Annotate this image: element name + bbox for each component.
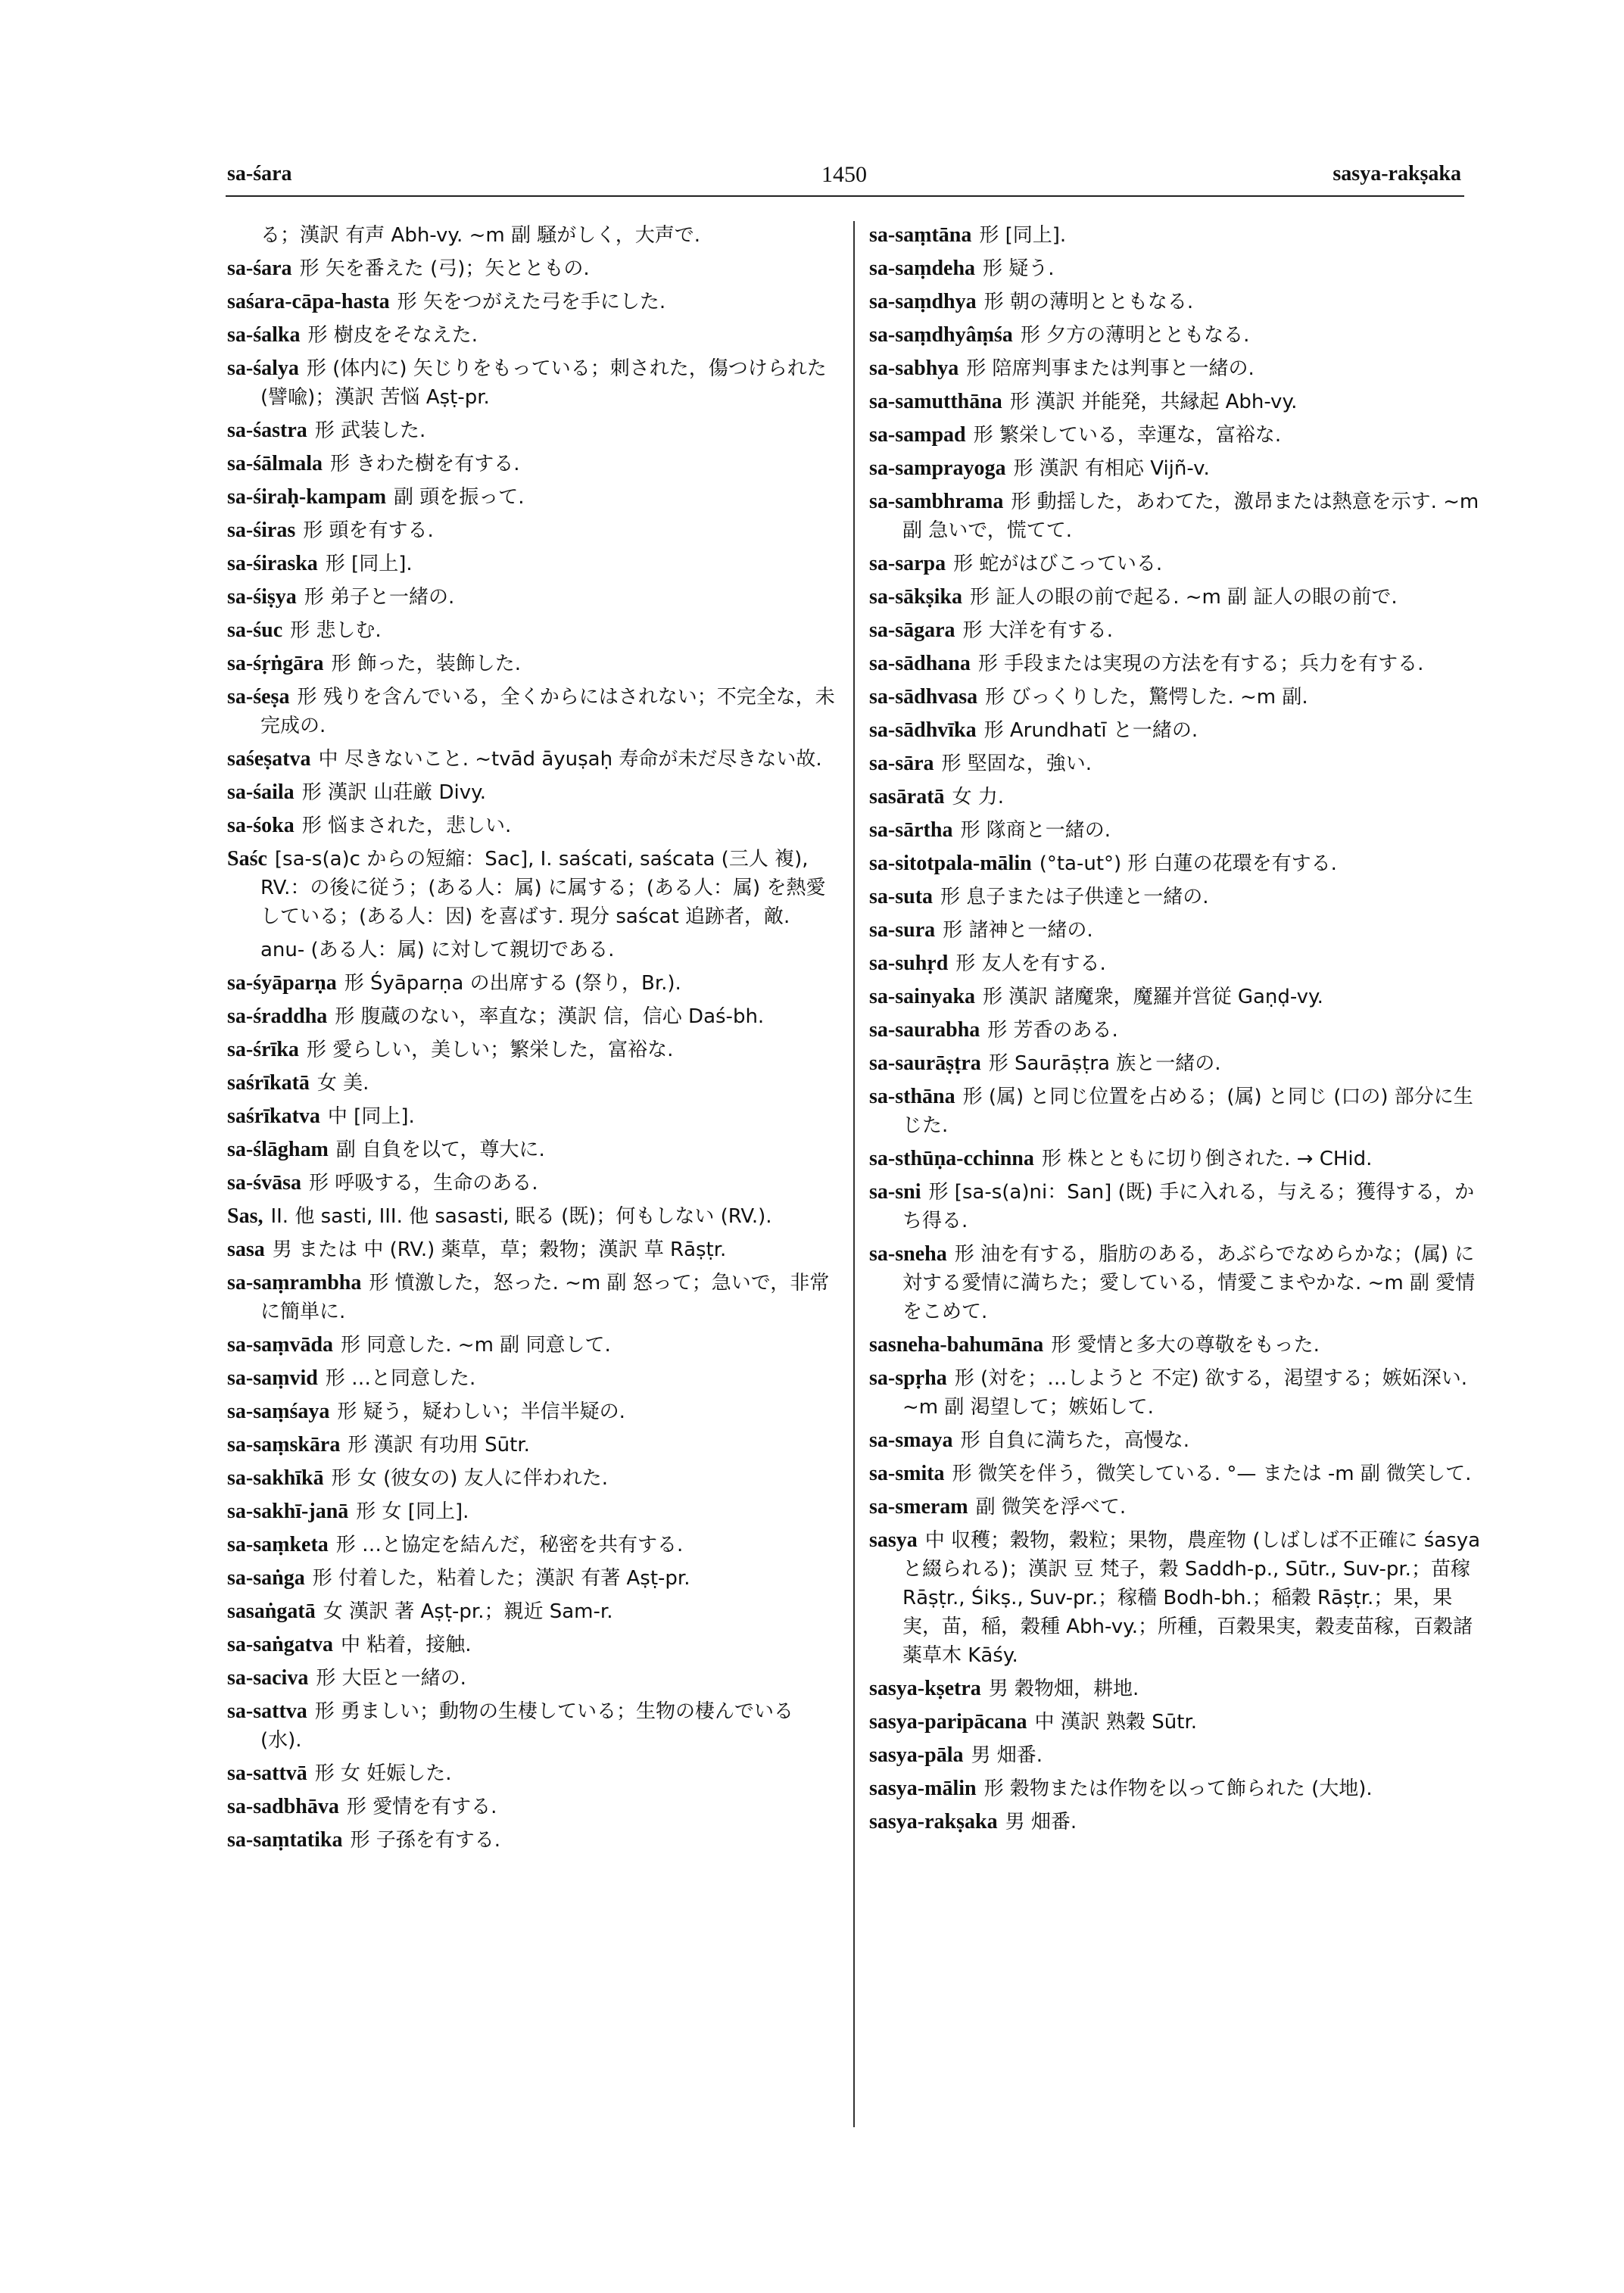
running-head-right: sasya-rakṣaka: [1333, 162, 1461, 185]
entry-definition: 形 女 [同上].: [356, 1500, 469, 1523]
entry-headword: sa-śiraḥ-kampam: [227, 485, 387, 509]
entry-definition: 形 矢をつがえた弓を手にした.: [397, 291, 666, 313]
entry-definition: る；漢訳 有声 Abh-vy. ~m 副 騒がしく，大声で.: [260, 224, 700, 247]
entry-definition: 形 蛇がはびこっている.: [953, 553, 1163, 575]
dictionary-entry: [227, 416, 840, 445]
entry-definition: 形 証人の眼の前で起る. ~m 副 証人の眼の前で.: [969, 586, 1398, 609]
entry-definition: anu- (ある人：属) に対して親切である.: [260, 939, 615, 961]
entry-definition: 中 粘着，接触.: [341, 1634, 472, 1656]
entry-definition: 形 Saurāṣṭra 族と一緒の.: [988, 1052, 1221, 1075]
dictionary-entry: [869, 1083, 1482, 1140]
dictionary-entry: [227, 583, 840, 612]
dictionary-entry: [227, 683, 840, 740]
entry-headword: sa-sthūṇa-cchinna: [869, 1147, 1034, 1170]
dictionary-entry: [869, 1526, 1482, 1670]
entry-definition: 形 Śyāparṇa の出席する (祭り，Br.).: [344, 972, 681, 995]
entry-headword: sa-sādhvasa: [869, 685, 978, 709]
entry-headword: sa-saṅgatva: [227, 1633, 334, 1656]
entry-headword: sa-smaya: [869, 1428, 953, 1452]
entry-definition: 形 漢訳 諸魔衆，魔羅并営従 Gaṇḍ-vy.: [983, 986, 1323, 1008]
entry-headword: sa-śastra: [227, 419, 307, 442]
dictionary-entry: [869, 1240, 1482, 1326]
entry-definition: 形 動揺した，あわてた，激昂または熱意を示す. ~m 副 急いで，慌てて.: [902, 491, 1479, 542]
entry-definition: 形 大臣と一緒の.: [316, 1667, 466, 1690]
dictionary-entry: [227, 616, 840, 645]
dictionary-entry: [869, 1741, 1482, 1770]
entry-headword: sa-saṃdeha: [869, 257, 976, 280]
entry-definition: (°ta-ut°) 形 白蓮の花環を有する.: [1039, 852, 1337, 875]
dictionary-entry: [227, 288, 840, 316]
entry-headword: sa-śoka: [227, 814, 295, 837]
entry-headword: sa-sakhī-janā: [227, 1500, 349, 1523]
entry-headword: sa-saṃketa: [227, 1533, 329, 1556]
dictionary-entry: [227, 1531, 840, 1559]
entry-headword: sa-śeṣa: [227, 685, 290, 709]
entry-definition: 形 付着した，粘着した；漢訳 有著 Aṣṭ-pr.: [312, 1567, 690, 1590]
dictionary-entry: [869, 716, 1482, 745]
entry-headword: sa-sneha: [869, 1242, 947, 1266]
dictionary-entry: [869, 616, 1482, 645]
entry-definition: 形 [同上].: [325, 553, 413, 575]
dictionary-entry: [869, 916, 1482, 945]
dictionary-entry: [869, 321, 1482, 350]
entry-definition: 形 樹皮をそなえた.: [307, 324, 478, 347]
entry-headword: sa-śraddha: [227, 1005, 328, 1028]
entry-headword: sa-sakhīkā: [227, 1466, 324, 1490]
entry-headword: sa-śṛṅgāra: [227, 652, 324, 675]
dictionary-entry: [227, 1664, 840, 1693]
entry-definition: 中 [同上].: [327, 1105, 415, 1128]
entry-definition: 形 朝の薄明とともなる.: [983, 291, 1194, 313]
entry-headword: sa-śvāsa: [227, 1171, 302, 1195]
entry-headword: sa-smeram: [869, 1495, 968, 1519]
entry-definition: 形 [同上].: [979, 224, 1067, 247]
dictionary-entry: [869, 1774, 1482, 1803]
entry-headword: sa-sura: [869, 918, 936, 942]
entry-headword: sa-śrīka: [227, 1038, 299, 1061]
entry-headword: sa-śalka: [227, 323, 301, 347]
entry-definition: 形 同意した. ~m 副 同意して.: [341, 1334, 611, 1357]
entry-definition: 副 頭を振って.: [394, 486, 525, 509]
dictionary-entry: [869, 683, 1482, 712]
entry-definition: 形 疑う.: [983, 257, 1055, 280]
dictionary-entry: [227, 254, 840, 283]
entry-definition: 形 愛情と多大の尊敬をもった.: [1051, 1334, 1320, 1357]
dictionary-entry: [227, 1169, 840, 1198]
entry-definition: 男 畑番.: [971, 1744, 1043, 1767]
entry-definition: 男 穀物畑，耕地.: [988, 1678, 1139, 1700]
entry-headword: sasāratā: [869, 785, 945, 808]
dictionary-entry: [227, 450, 840, 478]
entry-headword: sa-śālmala: [227, 452, 323, 475]
dictionary-entry: [227, 1202, 840, 1231]
entry-definition: 形 繁栄している，幸運な，富裕な.: [973, 424, 1282, 447]
entry-headword: sa-samutthāna: [869, 390, 1002, 413]
dictionary-entry: [869, 749, 1482, 778]
dictionary-entry: [227, 1826, 840, 1855]
entry-definition: 形 勇ましい；動物の生棲している；生物の棲んでいる (水).: [260, 1700, 794, 1752]
entry-definition: 女 美.: [316, 1072, 369, 1095]
dictionary-entry: [869, 1145, 1482, 1173]
dictionary-entry: [869, 550, 1482, 578]
entry-headword: sa-saṃvid: [227, 1366, 318, 1390]
entry-headword: sa-sādhana: [869, 652, 971, 675]
entry-definition: 形 息子または子供達と一緒の.: [940, 886, 1209, 908]
entry-headword: sa-śaila: [227, 780, 295, 804]
dictionary-entry: [227, 936, 840, 964]
dictionary-entry: [869, 949, 1482, 978]
entry-headword: sa-sadbhāva: [227, 1795, 339, 1818]
entry-headword: sa-ślāgham: [227, 1138, 329, 1161]
page-header: [227, 162, 1461, 197]
entry-definition: 形 腹蔵のない，率直な；漢訳 信，信心 Daś-bh.: [335, 1005, 765, 1028]
dictionary-entry: [227, 1464, 840, 1493]
entry-headword: sasya-rakṣaka: [869, 1810, 998, 1833]
entry-definition: 中 収穫；穀物，穀粒；果物，農産物 (しばしば不正確に śasya と綴られる)；漢訳 豆 梵子，穀 Saddh-p., Sūtr., Suv-pr.；苗稼 Rāṣṭr., Śikṣ., Suv-pr.；稼穡 Bodh-bh.；稲穀 Rāṣṭr.；果，果実，苗，稲，穀種 Abh-vy.；所種，百穀果実，穀麦苗稼，百穀諸薬草木 Kāśy.: [902, 1529, 1481, 1667]
dictionary-entry: [869, 650, 1482, 678]
entry-definition: 形 …と協定を結んだ，秘密を共有する.: [335, 1534, 684, 1556]
entry-definition: 形 女 (彼女の) 友人に伴われた.: [331, 1467, 608, 1490]
dictionary-entry: [227, 1002, 840, 1031]
dictionary-entry: [227, 1331, 840, 1360]
entry-definition: 形 きわた樹を有する.: [330, 453, 520, 475]
entry-headword: sa-sni: [869, 1180, 921, 1204]
entry-definition: 形 矢を番えた (弓)；矢とともの.: [299, 257, 590, 280]
dictionary-entry: [227, 221, 840, 250]
entry-headword: sa-śyāparṇa: [227, 971, 337, 995]
entry-definition: 形 頭を有する.: [303, 519, 434, 542]
dictionary-entry: [869, 1708, 1482, 1737]
dictionary-entry: [227, 1597, 840, 1626]
dictionary-entry: [869, 1808, 1482, 1837]
dictionary-entry: [227, 812, 840, 840]
entry-headword: sasya-pāla: [869, 1743, 964, 1767]
entry-headword: sa-sāgara: [869, 618, 955, 642]
entry-headword: sa-saciva: [227, 1666, 309, 1690]
entry-headword: sa-sākṣika: [869, 585, 962, 609]
entry-definition: 男 または 中 (RV.) 薬草，草；穀物；漢訳 草 Rāṣṭr.: [272, 1238, 727, 1261]
dictionary-entry: [869, 1331, 1482, 1360]
entry-headword: sasya-kṣetra: [869, 1677, 981, 1700]
entry-definition: 中 漢訳 熟穀 Sūtr.: [1034, 1711, 1198, 1734]
dictionary-entry: [869, 221, 1482, 250]
dictionary-entry: [869, 254, 1482, 283]
dictionary-entry: [227, 969, 840, 998]
dictionary-entry: [869, 1493, 1482, 1522]
dictionary-entry: [227, 845, 840, 931]
entry-definition: 女 力.: [952, 786, 1005, 808]
entry-definition: 形 (対を；…しようと 不定) 欲する，渇望する；嫉妬深い. ~m 副 渇望して；嫉妬して.: [902, 1367, 1468, 1419]
entry-headword: sa-saṃvāda: [227, 1333, 334, 1357]
entry-definition: 形 手段または実現の方法を有する；兵力を有する.: [977, 653, 1424, 675]
dictionary-entry: [227, 1235, 840, 1264]
dictionary-entry: [227, 1793, 840, 1821]
entry-definition: 形 [sa-s(a)ni：San] (既) 手に入れる，与える；獲得する，かち得る.: [902, 1181, 1475, 1232]
entry-definition: 形 隊商と一緒の.: [960, 819, 1111, 842]
entry-headword: saśeṣatva: [227, 747, 311, 771]
entry-definition: 形 弟子と一緒の.: [304, 586, 455, 609]
dictionary-entry: [869, 1426, 1482, 1455]
dictionary-entry: [227, 1564, 840, 1593]
entry-definition: 形 (属) と同じ位置を占める；(属) と同じ (口の) 部分に生じた.: [902, 1086, 1473, 1137]
dictionary-entry: [869, 1016, 1482, 1045]
entry-definition: 形 穀物または作物を以って飾られた (大地).: [983, 1777, 1373, 1800]
entry-definition: 形 陪席判事または判事と一緒の.: [966, 357, 1255, 380]
entry-definition: [sa-s(a)c からの短縮：Sac], I. saścati, saścata (三人 複), RV.：の後に従う；(ある人：属) に属する；(ある人：属) を熱愛している；(ある人：因) を喜ばす. 現分 saścat 追跡者，敵.: [260, 848, 826, 928]
column-divider: [853, 221, 855, 2127]
entry-definition: 形 武装した.: [314, 419, 426, 442]
entry-definition: 形 飾った，装飾した.: [331, 653, 522, 675]
entry-headword: sa-spṛha: [869, 1366, 947, 1390]
entry-definition: 形 憤激した，怒った. ~m 副 怒って；急いで，非常に簡単に.: [260, 1272, 830, 1323]
entry-definition: 形 愛情を有する.: [346, 1796, 497, 1818]
entry-definition: II. 他 sasti, III. 他 sasasti, 眠る (既)；何もしない (RV.).: [270, 1205, 772, 1228]
dictionary-entry: [227, 550, 840, 578]
left-column: [227, 221, 840, 1859]
entry-definition: 形 油を有する，脂肪のある，あぶらでなめらかな；(属) に対する愛情に満ちた；愛している，情愛こまやかな. ~m 副 愛情をこめて.: [902, 1243, 1476, 1323]
entry-headword: sa-saṃrambha: [227, 1271, 362, 1294]
entry-headword: sa-sattvā: [227, 1762, 307, 1785]
dictionary-entry: [227, 1036, 840, 1064]
entry-headword: sa-samprayoga: [869, 456, 1006, 480]
dictionary-entry: [227, 650, 840, 678]
entry-headword: sa-sārtha: [869, 818, 953, 842]
entry-headword: sasya-paripācana: [869, 1710, 1027, 1734]
dictionary-entry: [869, 1460, 1482, 1488]
entry-definition: 形 大洋を有する.: [962, 619, 1114, 642]
entry-headword: sa-sambhrama: [869, 490, 1004, 513]
entry-headword: sa-saṃśaya: [227, 1400, 330, 1423]
entry-definition: 形 愛らしい，美しい；繁栄した，富裕な.: [306, 1039, 674, 1061]
dictionary-entry: [227, 1364, 840, 1393]
entry-definition: 中 尽きないこと. ~tvād āyuṣaḥ 寿命が未だ尽きない故.: [318, 748, 822, 771]
dictionary-entry: [227, 1631, 840, 1659]
dictionary-entry: [869, 1364, 1482, 1422]
entry-definition: 形 Arundhatī と一緒の.: [983, 719, 1199, 742]
entry-headword: sa-sādhvīka: [869, 718, 977, 742]
dictionary-entry: [869, 783, 1482, 812]
dictionary-entry: [227, 1497, 840, 1526]
entry-definition: 形 微笑を伴う，微笑している. °— または -m 副 微笑して.: [952, 1463, 1472, 1485]
dictionary-entry: [227, 483, 840, 512]
page-number: 1450: [821, 162, 867, 187]
dictionary-entry: [227, 321, 840, 350]
entry-definition: 形 堅固な，強い.: [941, 752, 1093, 775]
dictionary-entry: [869, 354, 1482, 383]
dictionary-entry: [227, 778, 840, 807]
entry-definition: 形 友人を有する.: [955, 952, 1106, 975]
entry-headword: sa-sāra: [869, 752, 934, 775]
entry-headword: sa-sampad: [869, 423, 966, 447]
dictionary-entry: [869, 454, 1482, 483]
dictionary-entry: [869, 883, 1482, 911]
entry-definition: 形 芳香のある.: [987, 1019, 1118, 1042]
entry-headword: sa-śalya: [227, 357, 299, 380]
running-head-left: sa-śara: [227, 162, 292, 185]
entry-headword: sa-saṃskāra: [227, 1433, 341, 1456]
dictionary-entry: [227, 1431, 840, 1460]
dictionary-entry: [869, 288, 1482, 316]
dictionary-entry: [227, 1697, 840, 1755]
entry-headword: sa-sabhya: [869, 357, 959, 380]
dictionary-entry: [869, 1675, 1482, 1703]
entry-definition: 副 微笑を浮べて.: [975, 1496, 1127, 1519]
entry-headword: sa-saṃdhya: [869, 290, 977, 313]
dictionary-entry: [869, 421, 1482, 450]
entry-headword: sasneha-bahumāna: [869, 1333, 1044, 1357]
dictionary-entry: [227, 1759, 840, 1788]
dictionary-entry: [227, 1397, 840, 1426]
entry-headword: sasya: [869, 1528, 918, 1552]
entry-headword: sa-saurāṣṭra: [869, 1051, 981, 1075]
entry-headword: sa-sainyaka: [869, 985, 976, 1008]
entry-definition: 形 自負に満ちた，高慢な.: [960, 1429, 1189, 1452]
dictionary-entry: [869, 983, 1482, 1011]
dictionary-entry: [227, 354, 840, 412]
entry-definition: 形 諸神と一緒の.: [943, 919, 1093, 942]
dictionary-entry: [227, 516, 840, 545]
entry-headword: sa-saṃdhyâṃśa: [869, 323, 1013, 347]
entry-headword: sa-suhṛd: [869, 952, 949, 975]
dictionary-entry: [227, 745, 840, 774]
entry-headword: Saśc: [227, 847, 267, 871]
entry-definition: 形 子孫を有する.: [350, 1829, 500, 1852]
header-rule: [226, 195, 1464, 197]
entry-headword: sa-saurabha: [869, 1018, 980, 1042]
dictionary-entry: [869, 1178, 1482, 1235]
dictionary-entry: [869, 1049, 1482, 1078]
entry-headword: sa-sthāna: [869, 1085, 955, 1108]
entry-definition: 形 女 妊娠した.: [314, 1762, 452, 1785]
dictionary-entry: [227, 1069, 840, 1098]
entry-headword: sa-śara: [227, 257, 292, 280]
entry-headword: sa-śiraska: [227, 552, 318, 575]
entry-headword: sasaṅgatā: [227, 1600, 316, 1623]
dictionary-entry: [869, 849, 1482, 878]
entry-definition: 形 …と同意した.: [325, 1367, 476, 1390]
dictionary-entry: [869, 388, 1482, 416]
entry-definition: 形 漢訳 并能発，共縁起 Abh-vy.: [1009, 391, 1298, 413]
entry-headword: Sas,: [227, 1204, 263, 1228]
entry-headword: saśara-cāpa-hasta: [227, 290, 390, 313]
entry-definition: 形 悲しむ.: [290, 619, 382, 642]
entry-definition: 形 悩まされた，悲しい.: [301, 815, 512, 837]
entry-definition: 形 (体内に) 矢じりをもっている；刺された，傷つけられた (譬喩)；漢訳 苦悩 Aṣṭ-pr.: [260, 357, 827, 409]
entry-headword: sa-śiṣya: [227, 585, 297, 609]
entry-headword: sasya-mālin: [869, 1777, 977, 1800]
dictionary-entry: [869, 583, 1482, 612]
entry-definition: 女 漢訳 著 Aṣṭ-pr.；親近 Sam-r.: [323, 1600, 613, 1623]
entry-definition: 形 夕方の薄明とともなる.: [1020, 324, 1250, 347]
entry-definition: 副 自負を以て，尊大に.: [335, 1139, 545, 1161]
entry-definition: 形 残りを含んでいる，全くからにはされない；不完全な，未完成の.: [260, 686, 835, 737]
dictionary-entry: [869, 816, 1482, 845]
entry-headword: sa-śuc: [227, 618, 283, 642]
entry-definition: 形 漢訳 有相応 Vijñ-v.: [1013, 457, 1210, 480]
dictionary-entry: [227, 1269, 840, 1326]
entry-definition: 形 株とともに切り倒された. → CHid.: [1041, 1148, 1373, 1170]
entry-headword: sa-sattva: [227, 1699, 307, 1723]
entry-headword: sa-sarpa: [869, 552, 946, 575]
entry-headword: sa-saṅga: [227, 1566, 305, 1590]
entry-headword: sa-śiras: [227, 519, 296, 542]
entry-headword: sasa: [227, 1238, 265, 1261]
entry-headword: saśrīkatā: [227, 1071, 310, 1095]
entry-headword: sa-smita: [869, 1462, 945, 1485]
entry-definition: 男 畑番.: [1005, 1811, 1077, 1833]
dictionary-entry: [227, 1102, 840, 1131]
entry-definition: 形 びっくりした，驚愕した. ~m 副.: [985, 686, 1308, 709]
entry-headword: sa-saṃtatika: [227, 1828, 343, 1852]
entry-definition: 形 疑う，疑わしい；半信半疑の.: [337, 1400, 625, 1423]
entry-headword: saśrīkatva: [227, 1104, 320, 1128]
entry-headword: sa-sitotpala-mālin: [869, 852, 1032, 875]
dictionary-entry: [869, 488, 1482, 545]
entry-definition: 形 呼吸する，生命のある.: [309, 1172, 538, 1195]
entry-headword: sa-suta: [869, 885, 934, 908]
right-column: [869, 221, 1482, 1841]
entry-definition: 形 漢訳 有功用 Sūtr.: [348, 1434, 530, 1456]
dictionary-entry: [227, 1136, 840, 1164]
entry-definition: 形 漢訳 山荘厳 Divy.: [301, 781, 487, 804]
entry-headword: sa-saṃtāna: [869, 223, 972, 247]
